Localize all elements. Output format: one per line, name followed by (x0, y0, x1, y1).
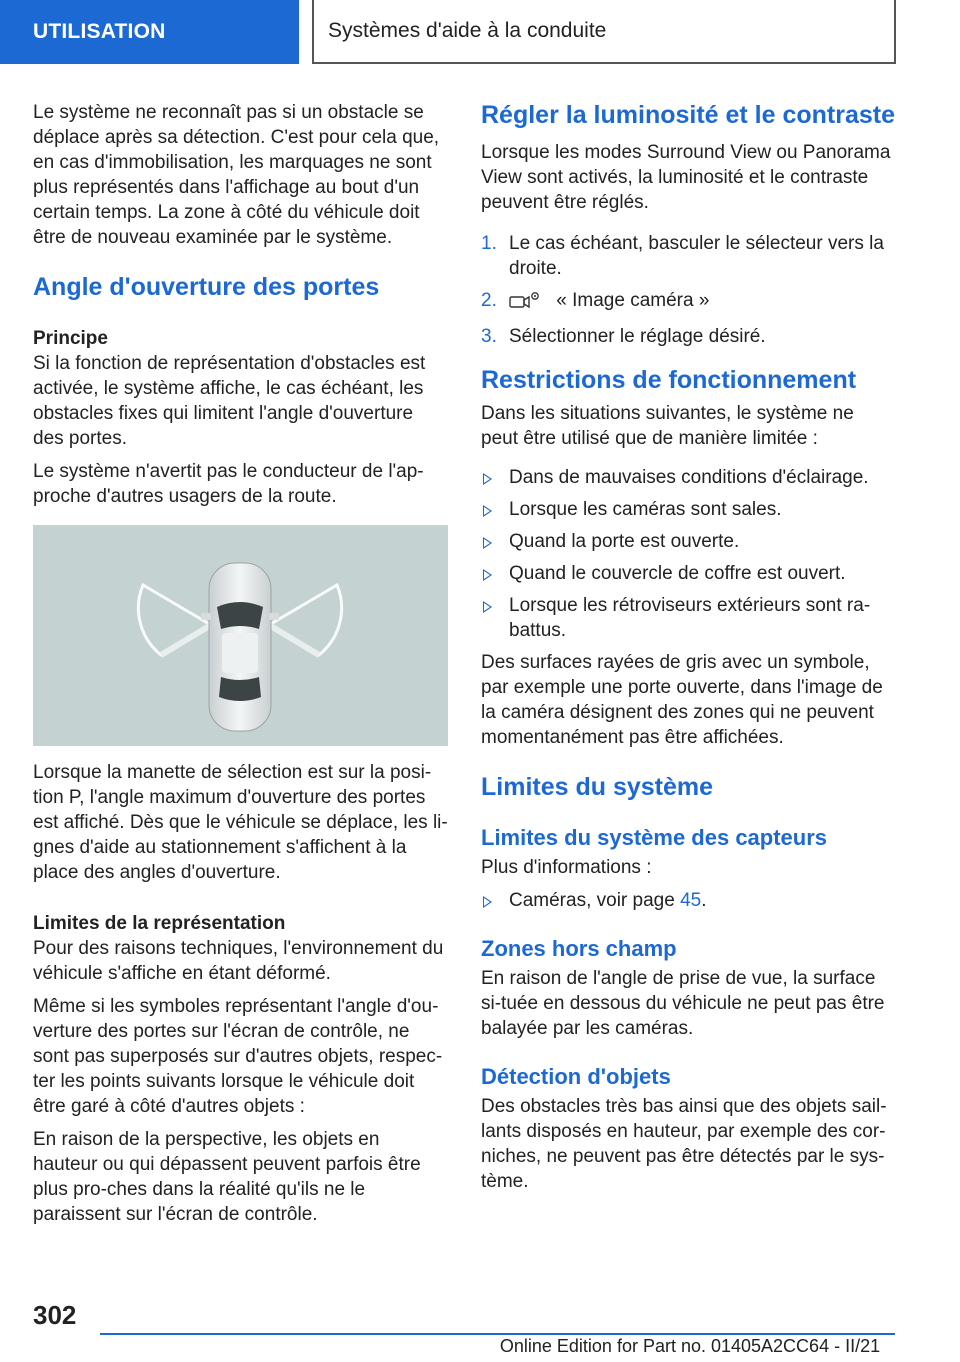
step-text: « Image caméra » (556, 290, 710, 311)
object-detection-text: Des obstacles très bas ainsi que des objets sail-lants disposés en hauteur, par exemple des cor-niches, ne peuvent pas être détectés par le sys-tème. (481, 1096, 887, 1192)
footer-rule (100, 1333, 895, 1335)
step-number: 1. (481, 233, 497, 254)
list-item-text: Lorsque les rétroviseurs extérieurs sont ra-battus. (509, 595, 871, 641)
page-link[interactable]: 45 (680, 890, 702, 911)
camera-settings-icon (509, 290, 541, 317)
object-detection-heading: Détection d'objets (481, 1064, 671, 1089)
system-limits-heading: Limites du système (481, 773, 714, 801)
list-item-text: Quand la porte est ouverte. (509, 531, 740, 552)
step-item (481, 288, 896, 317)
list-item-text: Lorsque les caméras sont sales. (509, 499, 782, 520)
page-number: 302 (33, 1300, 77, 1330)
list-item (481, 593, 896, 643)
restrictions-heading: Restrictions de fonctionnement (481, 366, 857, 394)
step-item (481, 231, 896, 281)
intro-paragraph: Le système ne reconnaît pas si un obstacle se déplace après sa détection. C'est pour cela que, en cas d'immobilisation, les marquages ne sont plus représentés dans l'affichage au bout d'un certain temps. La zone à côté du véhicule doit être de nouveau examinée par le système. (33, 102, 440, 248)
brightness-heading: Régler la luminosité et le contraste (481, 101, 896, 129)
list-item (481, 497, 896, 522)
list-item-text: Dans de mauvaises conditions d'éclairage. (509, 467, 869, 488)
bullet-triangle-icon (483, 601, 492, 613)
display-limits-paragraph-2: Même si les symboles représentant l'angle d'ou-verture des portes sur l'écran de contrôle, ne sont pas superposés sur d'autres objets, respec-ter les points suivants lorsque le véhicule doit être garé à côté d'autres objets : (33, 996, 443, 1117)
sensor-limits-list (481, 888, 896, 913)
bullet-triangle-icon (483, 896, 492, 908)
display-limits-paragraph-1: Pour des raisons techniques, l'environnement du véhicule s'affiche en étant déformé. (33, 938, 444, 984)
section-tab: UTILISATION (0, 0, 299, 64)
principle-title: Principe (33, 328, 108, 349)
list-item (481, 465, 896, 490)
list-item-end: . (701, 890, 707, 911)
selector-paragraph: Lorsque la manette de sélection est sur la posi-tion P, l'angle maximum d'ouverture des portes est affiché. Dès que le véhicule se déplace, les li-gnes d'aide au stationnement s'affichent à la place des angles d'ouverture. (33, 762, 448, 883)
list-item (481, 561, 896, 586)
step-number: 3. (481, 326, 497, 347)
sensor-limits-intro: Plus d'informations : (481, 857, 652, 878)
bullet-triangle-icon (483, 537, 492, 549)
list-item-text: Quand le couvercle de coffre est ouvert. (509, 563, 846, 584)
blind-zones-heading: Zones hors champ (481, 936, 677, 961)
restrictions-list (481, 465, 896, 643)
step-text: Le cas échéant, basculer le sélecteur vers la droite. (509, 233, 884, 279)
car-top-view-image (33, 525, 448, 746)
bullet-triangle-icon (483, 473, 492, 485)
restrictions-outro: Des surfaces rayées de gris avec un symbole, par exemple une porte ouverte, dans l'image de la caméra désignent des zones qui ne peuvent momentanément pas être affichées. (481, 652, 883, 748)
step-text: Sélectionner le réglage désiré. (509, 326, 766, 347)
step-number: 2. (481, 290, 497, 311)
step-item (481, 324, 896, 349)
list-item (481, 529, 896, 554)
bullet-triangle-icon (483, 569, 492, 581)
principle-paragraph-1: Si la fonction de représentation d'obstacles est activée, le système affiche, le cas échéant, les obstacles fixes qui limitent l'angle d'ouverture des portes. (33, 353, 426, 449)
display-limits-paragraph-3: En raison de la perspective, les objets en hauteur ou qui dépassent peuvent parfois être plus pro-ches dans la réalité qu'ils ne le paraissent sur l'écran de contrôle. (33, 1129, 421, 1225)
list-item (481, 888, 896, 913)
principle-paragraph-2: Le système n'avertit pas le conducteur de l'ap-proche d'autres usagers de la route. (33, 461, 424, 507)
list-item-text: Caméras, voir page (509, 890, 681, 911)
sensor-limits-heading: Limites du système des capteurs (481, 825, 828, 850)
edition-footer: Online Edition for Part no. 01405A2CC64 - II/21 (499, 1336, 881, 1356)
right-column (481, 100, 896, 1202)
door-angle-illustration (33, 525, 448, 746)
display-limits-title: Limites de la représentation (33, 913, 286, 934)
blind-zones-text: En raison de l'angle de prise de vue, la surface si-tuée en dessous du véhicule ne peut pas être balayée par les caméras. (481, 968, 885, 1039)
bullet-triangle-icon (483, 505, 492, 517)
brightness-steps (481, 231, 896, 349)
restrictions-intro: Dans les situations suivantes, le système ne peut être utilisé que de manière limitée : (481, 403, 854, 449)
chapter-title: Systèmes d'aide à la conduite (312, 0, 896, 64)
left-column (33, 100, 448, 1235)
door-angle-heading: Angle d'ouverture des portes (33, 273, 380, 301)
brightness-intro: Lorsque les modes Surround View ou Panorama View sont activés, la luminosité et le contraste peuvent être réglés. (481, 142, 891, 213)
